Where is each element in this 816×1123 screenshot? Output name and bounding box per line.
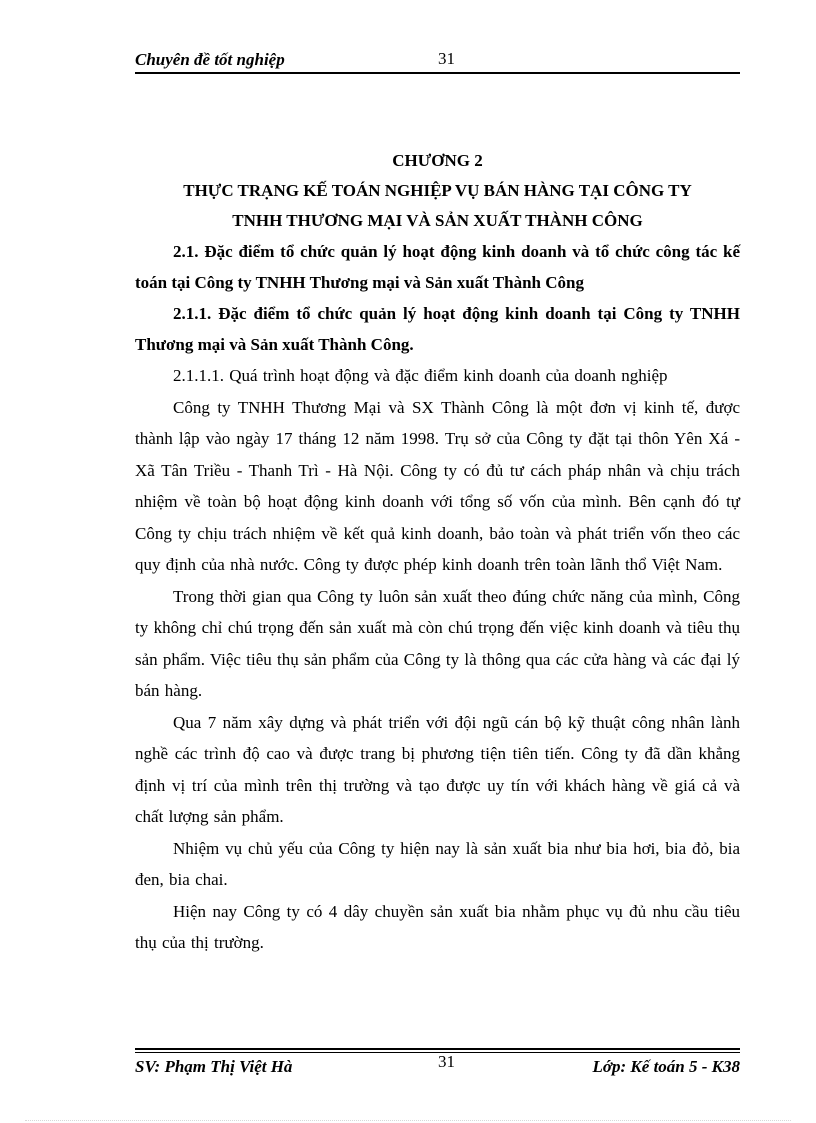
page-header: [135, 48, 740, 74]
body-paragraph: Nhiệm vụ chủ yếu của Công ty hiện nay là sản xuất bia như bia hơi, bia đỏ, bia đen, bia chai.: [135, 838, 740, 889]
header-page-number: 31: [438, 49, 455, 68]
body-paragraph: Công ty TNHH Thương Mại và SX Thành Công là một đơn vị kinh tế, được thành lập vào ngày 17 tháng 12 năm 1998. Trụ sở của Công ty đặt tại thôn Yên Xá - Xã Tân Triều - Thanh Trì - Hà Nội. Công ty có đủ tư cách pháp nhân và chịu trách nhiệm về toàn bộ hoạt động kinh doanh với tổng số vốn của mình. Bên cạnh đó tự Công ty chịu trách nhiệm về kết quả kinh doanh, bảo toàn và phát triển vốn theo các quy định của nhà nước. Công ty được phép kinh doanh trên toàn lãnh thổ Việt Nam.: [135, 397, 740, 574]
body-paragraph: Qua 7 năm xây dựng và phát triển với đội ngũ cán bộ kỹ thuật công nhân lành nghề các trình độ cao và được trang bị phương tiện tiên tiến. Công ty đã dần khẳng định vị trí của mình trên thị trường và tạo được uy tín với khách hàng về giá cả và chất lượng sản phẩm.: [135, 712, 740, 826]
page-footer: [135, 1048, 740, 1078]
footer-student-name: SV: Phạm Thị Việt Hà: [135, 1057, 293, 1076]
section-heading-2-1-1: 2.1.1. Đặc điểm tổ chức quản lý hoạt động kinh doanh tại Công ty TNHH Thương mại và Sản xuất Thành Công.: [135, 304, 740, 354]
section-heading-2-1-1-1: 2.1.1.1. Quá trình hoạt động và đặc điểm kinh doanh của doanh nghiệp: [173, 366, 668, 385]
document-body: [135, 146, 740, 959]
section-heading-2-1: 2.1. Đặc điểm tổ chức quản lý hoạt động kinh doanh và tổ chức công tác kế toán tại Công ty TNHH Thương mại và Sản xuất Thành Công: [135, 242, 740, 292]
header-title: Chuyên đề tốt nghiệp: [135, 50, 285, 69]
footer-rule: [135, 1048, 740, 1050]
body-paragraph: Trong thời gian qua Công ty luôn sản xuất theo đúng chức năng của mình, Công ty không chỉ chú trọng đến sản xuất mà còn chú trọng đến việc kinh doanh và tiêu thụ sản phẩm. Việc tiêu thụ sản phẩm của Công ty là thông qua các cửa hàng và các đại lý bán hàng.: [135, 586, 740, 700]
body-paragraph: Hiện nay Công ty có 4 dây chuyền sản xuất bia nhằm phục vụ đủ nhu cầu tiêu thụ của thị trường.: [135, 901, 740, 952]
chapter-title-line-1: THỰC TRẠNG KẾ TOÁN NGHIỆP VỤ BÁN HÀNG TẠI CÔNG TY: [183, 181, 692, 200]
footer-page-number: 31: [438, 1052, 455, 1071]
footer-class-name: Lớp: Kế toán 5 - K38: [592, 1057, 740, 1076]
chapter-label: CHƯƠNG 2: [392, 151, 483, 170]
page-edge-divider: [25, 1120, 791, 1121]
chapter-title-line-2: TNHH THƯƠNG MẠI VÀ SẢN XUẤT THÀNH CÔNG: [232, 211, 643, 230]
